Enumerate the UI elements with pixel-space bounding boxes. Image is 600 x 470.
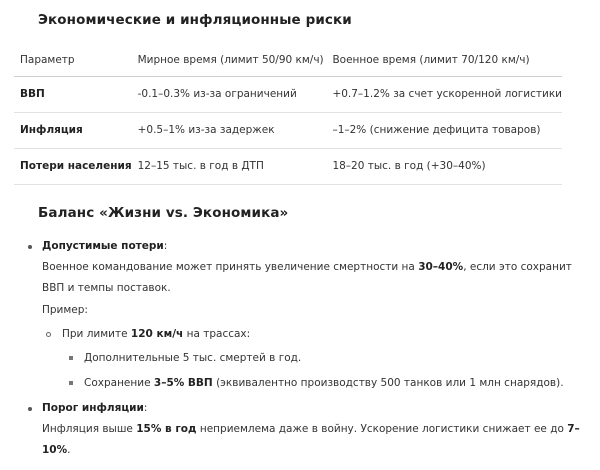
table-header-row [14,44,562,76]
table-row [14,148,562,184]
column-header-parameter: Параметр [20,53,75,66]
list-item: Дополнительные 5 тыс. смертей в год. [84,352,302,364]
paragraph-line: Военное командование может принять увеличение смертности на 30–40%, если это сохранит [42,261,572,273]
row-peace-value: -0.1–0.3% из-за ограничений [137,88,297,100]
bullet-allowed-losses: Допустимые потери: [42,240,168,252]
section-title-economic-risks: Экономические и инфляционные риски [38,12,352,28]
table-row [14,76,562,112]
bullet-icon [28,245,32,249]
row-war-value: +0.7–1.2% за счет ускоренной логистики [332,88,562,100]
table-row [14,112,562,148]
row-peace-value: +0.5–1% из-за задержек [137,124,275,136]
example-label: Пример: [42,304,88,316]
paragraph-line: 10%. [42,444,71,456]
sub-sub-bullet-icon [69,381,73,385]
sub-sub-bullet-icon [69,356,73,360]
column-header-peace: Мирное время (лимит 50/90 км/ч) [137,53,324,66]
bullet-label: Порог инфляции [42,402,144,414]
row-war-value: 18–20 тыс. в год (+30–40%) [332,160,486,172]
bullet-inflation-threshold: Порог инфляции: [42,402,148,414]
column-header-war: Военное время (лимит 70/120 км/ч) [332,53,530,66]
list-item: Сохранение 3–5% ВВП (эквивалентно производству 500 танков или 1 млн снарядов). [84,377,564,389]
sub-bullet-speed-limit: При лимите 120 км/ч на трассах: [62,328,251,340]
risk-table [14,44,562,185]
row-war-value: –1–2% (снижение дефицита товаров) [332,124,541,136]
row-param: Инфляция [20,124,83,136]
paragraph-line: Инфляция выше 15% в год неприемлема даже в войну. Ускорение логистики снижает ее до 7– [42,423,580,435]
section-title-balance: Баланс «Жизни vs. Экономика» [38,205,289,221]
bullet-icon [28,407,32,411]
paragraph-line: ВВП и темпы поставок. [42,282,171,294]
row-param: Потери населения [20,160,132,172]
row-param: ВВП [20,88,45,100]
row-peace-value: 12–15 тыс. в год в ДТП [137,160,264,172]
bullet-label: Допустимые потери [42,240,164,252]
sub-bullet-icon [46,332,51,337]
